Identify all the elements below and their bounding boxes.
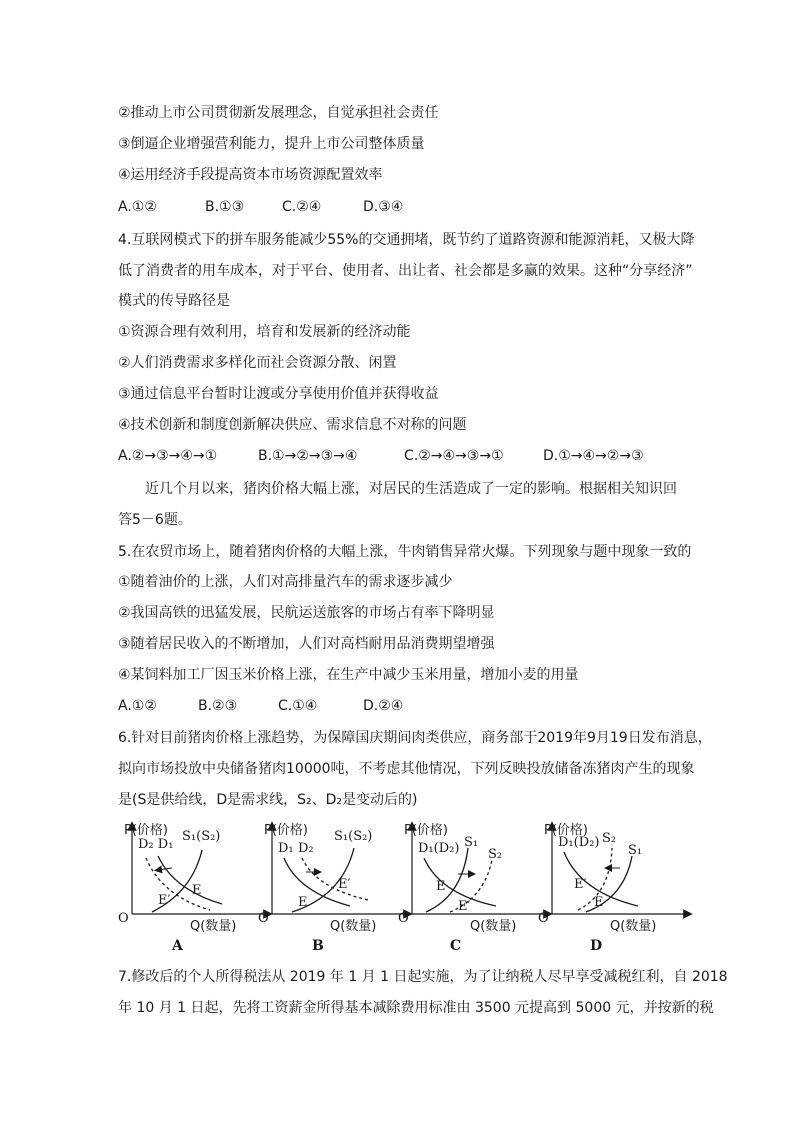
graph-d-e2: E′	[574, 877, 587, 892]
q5-item-4: ④某饲料加工厂因玉米价格上涨，在生产中减少玉米用量，增加小麦的用量	[118, 667, 579, 683]
q7-stem-line-2: 年 10 月 1 日起，先将工资薪金所得基本减除费用标准由 3500 元提高到 5000 元，并按新的税	[118, 1000, 714, 1016]
q4-item-3: ③通过信息平台暂时让渡或分享使用价值并获得收益	[118, 386, 439, 402]
graph-b-e2: E′	[338, 877, 351, 892]
graph-b-name: B	[312, 938, 324, 954]
q4-stem-line-1: 4.互联网模式下的拼车服务能减少55%的交通拥堵，既节约了道路资源和能源消耗，又极大降	[118, 232, 695, 248]
q3-option-c: C.②④	[282, 199, 322, 215]
q4-option-b: B.①→②→③→④	[258, 448, 358, 464]
q3-option-b: B.①③	[205, 199, 245, 215]
graph-d-s1: S₁	[628, 843, 643, 858]
graph-c	[398, 818, 558, 958]
graph-b-e: E	[298, 895, 308, 910]
graph-d-x-axis: Q(数量)	[610, 919, 657, 934]
q4-option-d: D.①→④→②→③	[543, 448, 644, 464]
q4-option-a: A.②→③→④→①	[118, 448, 218, 464]
graph-a-name: A	[172, 938, 183, 954]
q4-stem-line-2: 低了消费者的用车成本，对于平台、使用者、出让者、社会都是多赢的效果。这种“分享经济”	[118, 263, 693, 279]
material-line-1: 近几个月以来，猪肉价格大幅上涨，对居民的生活造成了一定的影响。根据相关知识回	[145, 481, 677, 497]
q4-item-1: ①资源合理有效利用，培育和发展新的经济动能	[118, 324, 411, 340]
graph-a-e2: E′	[158, 893, 171, 908]
q3-item-3: ③倒逼企业增强营利能力，提升上市公司整体质量	[118, 136, 425, 152]
q5-stem: 5.在农贸市场上，随着猪肉价格的大幅上涨，牛肉销售异常火爆。下列现象与题中现象一致的	[118, 544, 692, 560]
graph-b-d2: D₂	[298, 841, 314, 856]
graph-d-s2: S₂	[602, 831, 617, 846]
graph-c-demand-label: D₁(D₂)	[418, 841, 460, 856]
graph-b-y-axis: P(价格)	[264, 823, 308, 838]
q4-item-2: ②人们消费需求多样化而社会资源分散、闲置	[118, 355, 397, 371]
graph-d-demand-label: D₁(D₂)	[558, 835, 600, 850]
graph-b	[258, 818, 418, 958]
graph-a-supply-label: S₁(S₂)	[182, 829, 221, 844]
graph-a-demand-labels: D₂ D₁	[138, 837, 174, 852]
q3-item-2: ②推动上市公司贯彻新发展理念，自觉承担社会责任	[118, 105, 439, 121]
q5-item-1: ①随着油价的上涨，人们对高排量汽车的需求逐步减少	[118, 574, 453, 590]
graph-c-s2: S₂	[488, 847, 503, 862]
graph-d-origin: O	[538, 911, 549, 926]
graph-c-origin: O	[398, 911, 409, 926]
q6-stem-line-2: 拟向市场投放中央储备猪肉10000吨，不考虑其他情况，下列反映投放储备冻猪肉产生的现象	[118, 761, 695, 777]
q5-option-b: B.②③	[198, 698, 238, 714]
graph-d-name: D	[590, 938, 603, 954]
graph-d-y-axis: P(价格)	[544, 823, 588, 838]
graph-b-origin: O	[258, 911, 269, 926]
graph-b-supply-label: S₁(S₂)	[334, 829, 373, 844]
q5-item-3: ③随着居民收入的不断增加，人们对高档耐用品消费期望增强	[118, 636, 495, 652]
graph-a	[118, 818, 278, 958]
q5-option-c: C.①④	[278, 698, 318, 714]
q5-item-2: ②我国高铁的迅猛发展，民航运送旅客的市场占有率下降明显	[118, 605, 495, 621]
graph-c-y-axis: P(价格)	[404, 823, 448, 838]
graph-a-y-axis: P(价格)	[124, 823, 168, 838]
q5-option-d: D.②④	[363, 698, 404, 714]
graph-c-e: E	[436, 879, 446, 894]
q3-option-a: A.①②	[118, 199, 157, 215]
q4-option-c: C.②→④→③→①	[404, 448, 504, 464]
graph-b-x-axis: Q(数量)	[330, 919, 377, 934]
graph-a-origin: O	[118, 911, 129, 926]
graph-b-d1: D₁	[278, 841, 294, 856]
q4-item-4: ④技术创新和制度创新解决供应、需求信息不对称的问题	[118, 417, 467, 433]
graph-c-x-axis: Q(数量)	[470, 919, 517, 934]
q3-option-d: D.③④	[363, 199, 404, 215]
q7-stem-line-1: 7.修改后的个人所得税法从 2019 年 1 月 1 日起实施，为了让纳税人尽早享受减税红利，自 2018	[118, 969, 728, 985]
graph-c-s1: S₁	[464, 835, 479, 850]
graph-d-e: E	[594, 895, 604, 910]
q4-stem-line-3: 模式的传导路径是	[118, 293, 230, 309]
graph-a-e: E	[192, 883, 202, 898]
material-line-2: 答5－6题。	[118, 512, 192, 528]
graph-c-e2: E′	[458, 899, 471, 914]
q6-stem-line-1: 6.针对目前猪肉价格上涨趋势，为保障国庆期间肉类供应，商务部于2019年9月19日发布消息，	[118, 730, 712, 746]
q5-option-a: A.①②	[118, 698, 157, 714]
q6-stem-line-3: 是(S是供给线，D是需求线，S₂、D₂是变动后的)	[118, 792, 418, 808]
graph-d	[538, 818, 698, 958]
graph-a-x-axis: Q(数量)	[190, 919, 237, 934]
q3-item-4: ④运用经济手段提高资本市场资源配置效率	[118, 167, 383, 183]
graph-c-name: C	[450, 938, 462, 954]
